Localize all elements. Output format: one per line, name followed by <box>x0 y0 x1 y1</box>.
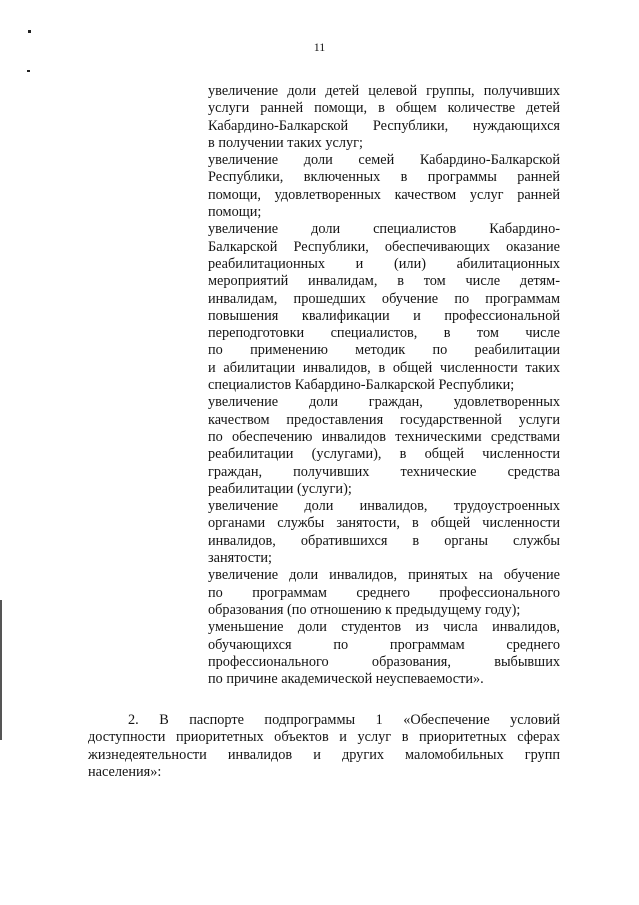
text-line: увеличение доли инвалидов, принятых на обучение <box>208 567 560 584</box>
text-line: доступности приоритетных объектов и услуг в приоритетных сферах <box>88 729 560 746</box>
text-line: жизнедеятельности инвалидов и других маломобильных групп <box>88 746 560 763</box>
text-line: Кабардино-Балкарской Республики, нуждающихся <box>208 117 560 134</box>
text-line: увеличение доли семей Кабардино-Балкарской <box>208 152 560 169</box>
text-line: населения»: <box>88 763 162 780</box>
page-number: 11 <box>313 40 326 54</box>
text-line: реабилитации (услугами), в общей численности <box>208 446 560 463</box>
paragraph-2 <box>88 712 560 781</box>
text-line: увеличение доли детей целевой группы, получивших <box>208 83 560 99</box>
text-line: по обеспечению инвалидов техническими средствами <box>208 428 560 445</box>
text-line: в получении таких услуг; <box>208 134 363 151</box>
text-line: 2. В паспорте подпрограммы 1 «Обеспечение условий <box>128 712 560 728</box>
text-line: граждан, получивших технические средства <box>208 463 560 480</box>
text-line: образования (по отношению к предыдущему году); <box>208 601 521 618</box>
text-line: по причине академической неуспеваемости». <box>208 671 484 688</box>
text-line: инвалидам, прошедших обучение по программам <box>208 290 560 307</box>
text-line: увеличение доли инвалидов, трудоустроенных <box>208 498 560 515</box>
text-line: увеличение доли специалистов Кабардино- <box>208 221 560 238</box>
text-line: уменьшение доли студентов из числа инвалидов, <box>208 619 560 636</box>
text-line: органами службы занятости, в общей численности <box>208 515 560 532</box>
text-line: повышения квалификации и профессиональной <box>208 307 560 324</box>
scan-mark <box>27 70 30 72</box>
text-line: занятости; <box>208 550 273 567</box>
text-line: мероприятий инвалидам, в том числе детям- <box>208 273 560 290</box>
text-line: переподготовки специалистов, в том числе <box>208 325 560 342</box>
text-line: качеством предоставления государственной услуги <box>208 411 560 428</box>
text-line: инвалидов, обратившихся в органы службы <box>208 532 560 549</box>
scan-edge-mark <box>0 600 2 740</box>
text-line: реабилитации (услуги); <box>208 480 352 497</box>
text-line: профессионального образования, выбывших <box>208 653 560 670</box>
text-line: и абилитации инвалидов, в общей численности таких <box>208 359 560 376</box>
text-line: специалистов Кабардино-Балкарской Республики; <box>208 377 515 394</box>
scan-mark <box>28 30 31 33</box>
text-line: услуги ранней помощи, в общем количестве детей <box>208 100 560 117</box>
list-block <box>208 83 560 688</box>
text-line: увеличение доли граждан, удовлетворенных <box>208 394 560 411</box>
text-line: помощи; <box>208 204 262 221</box>
text-line: обучающихся по программам среднего <box>208 636 560 653</box>
text-line: Республики, включенных в программы ранней <box>208 169 560 186</box>
text-line: Балкарской Республики, обеспечивающих оказание <box>208 238 560 255</box>
text-line: по применению методик по реабилитации <box>208 342 560 359</box>
text-line: реабилитационных и (или) абилитационных <box>208 255 560 272</box>
text-line: по программам среднего профессионального <box>208 584 560 601</box>
text-line: помощи, удовлетворенных качеством услуг ранней <box>208 186 560 203</box>
